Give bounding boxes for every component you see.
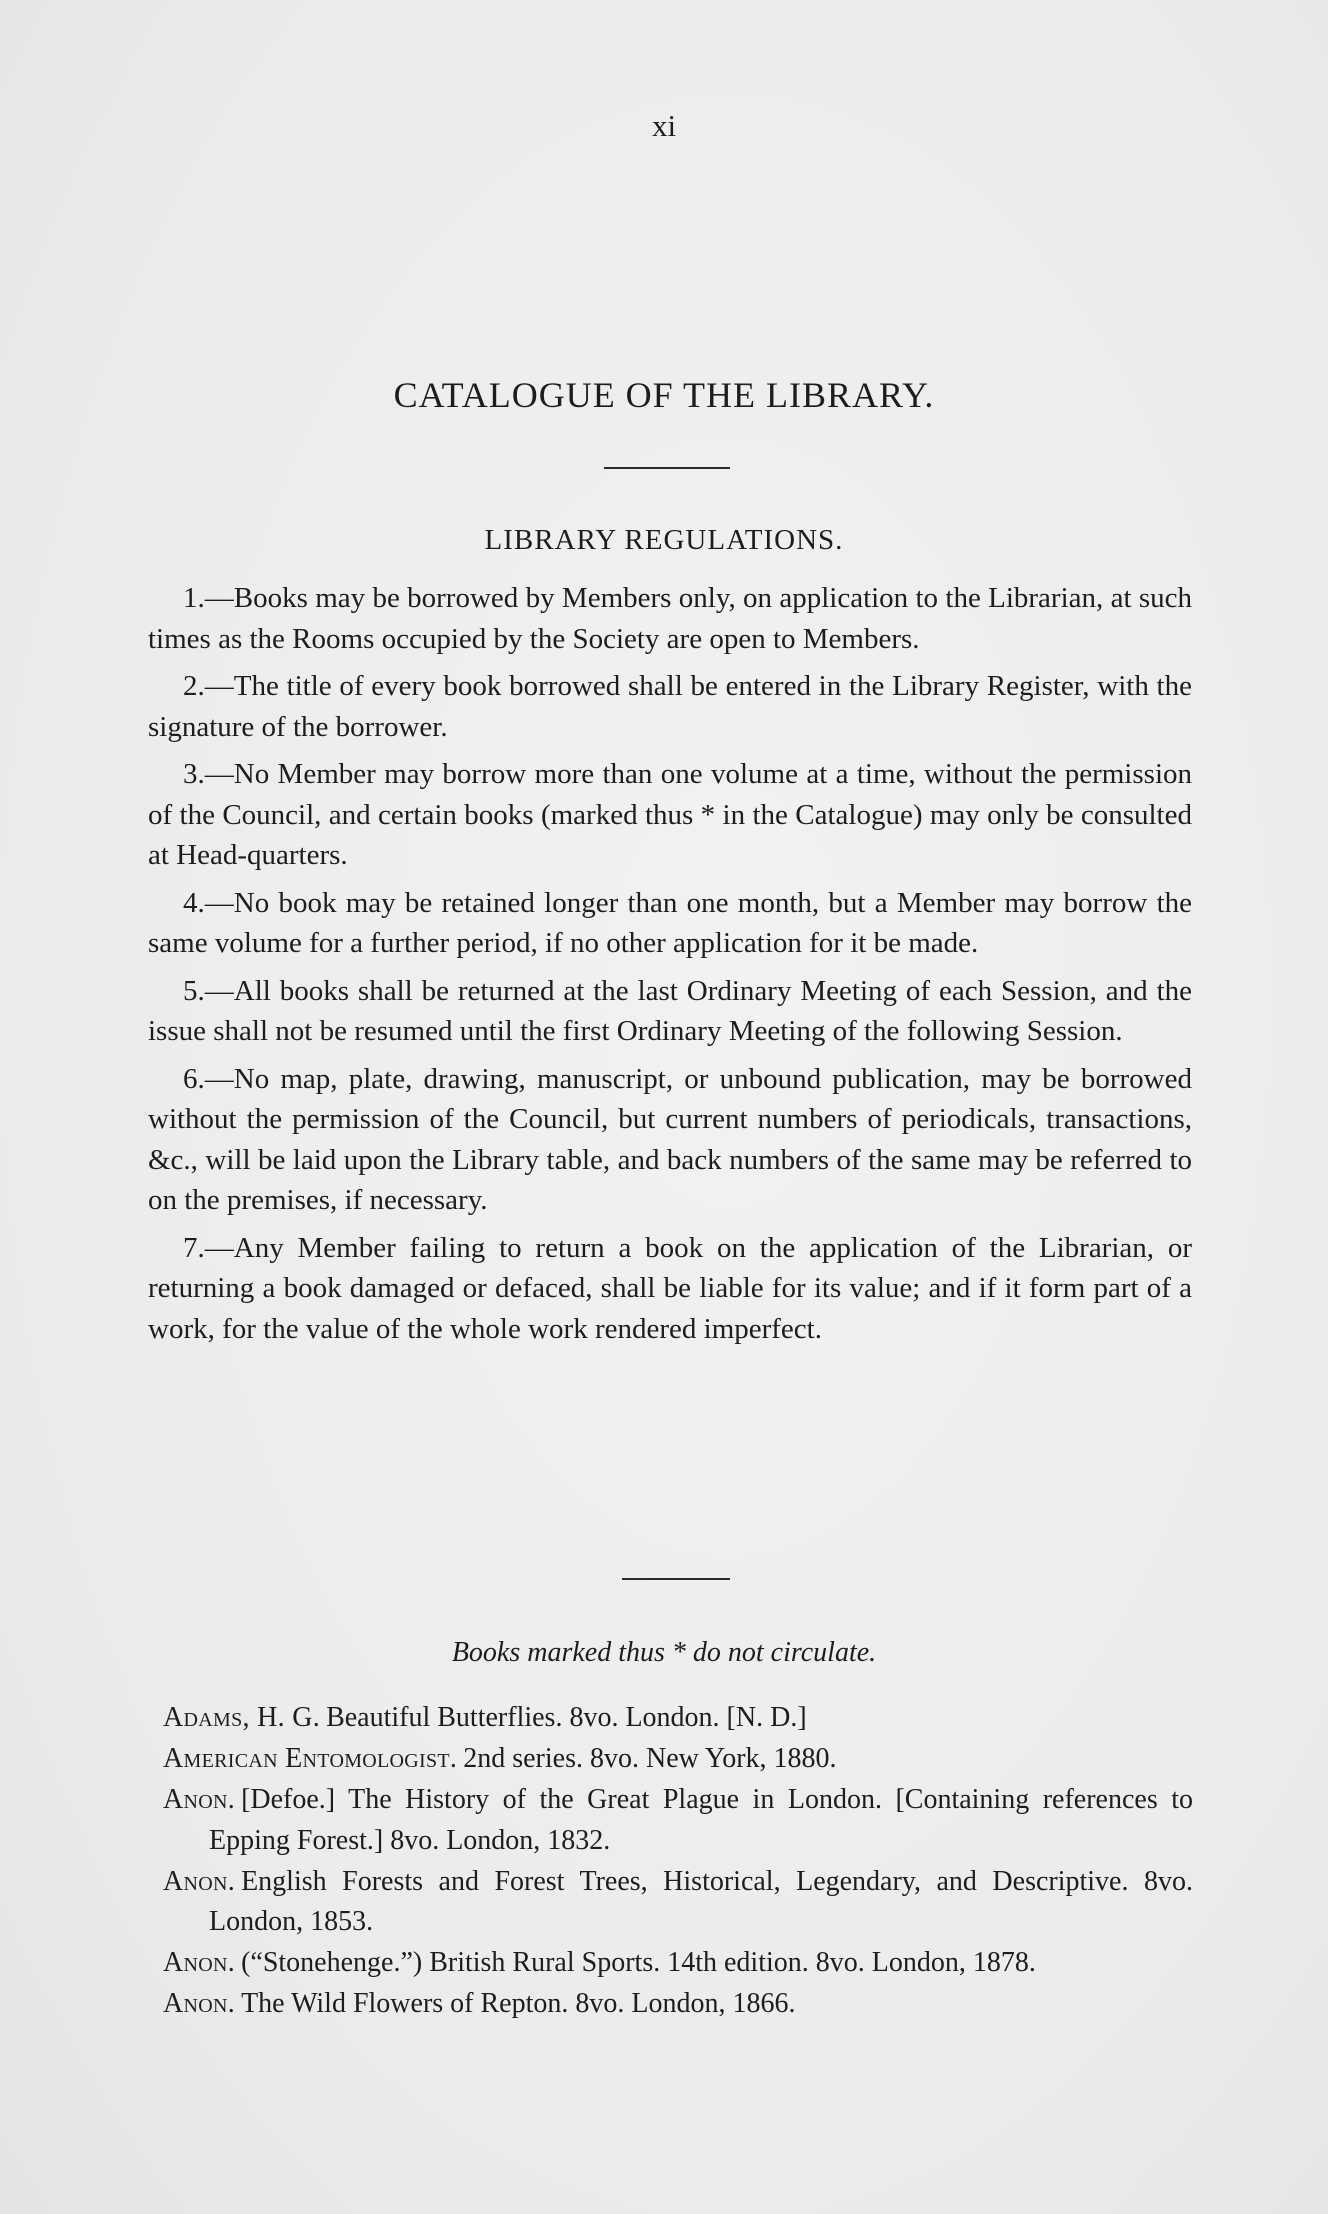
catalogue-entry <box>163 1739 1193 1780</box>
catalogue-entry <box>163 1698 1193 1739</box>
entry-author: Anon. <box>163 1865 236 1897</box>
section-heading: LIBRARY REGULATIONS. <box>484 524 844 556</box>
catalogue-entry <box>163 1862 1193 1943</box>
page-title: CATALOGUE OF THE LIBRARY. <box>393 375 935 415</box>
regulation-6: 6.—No map, plate, drawing, manuscript, or unbound publication, may be borrowed without the permission of the Council, but current numbers of periodicals, transactions, &c., will be laid upon the Library table, and back numbers of the same may be referred to on the premises, if necessary. <box>148 1062 1192 1216</box>
entry-text: The Wild Flowers of Repton. 8vo. London, 1866. <box>241 1988 796 2019</box>
title-divider <box>604 467 730 469</box>
regulation-4: 4.—No book may be retained longer than one month, but a Member may borrow the same volume for a further period, if no other application for it be made. <box>148 886 1192 959</box>
entry-author: Adams, H. G. <box>163 1702 321 1733</box>
entry-text: (“Stonehenge.”) British Rural Sports. 14th edition. 8vo. London, 1878. <box>241 1947 1036 1978</box>
catalogue-list <box>163 1698 1193 2025</box>
regulation-7: 7.—Any Member failing to return a book on the application of the Librarian, or returning a book damaged or defaced, shall be liable for its value; and if it form part of a work, for the value of the whole work rendered imperfect. <box>148 1231 1192 1345</box>
section-divider <box>622 1578 730 1580</box>
circulation-note: Books marked thus * do not circulate. <box>451 1637 877 1668</box>
regulation-2: 2.—The title of every book borrowed shall be entered in the Library Register, with the signature of the borrower. <box>148 670 1192 743</box>
entry-author: Anon. <box>163 1988 236 2019</box>
page-number: xi <box>651 108 677 143</box>
entry-author: Anon. <box>163 1784 236 1815</box>
catalogue-entry <box>163 1943 1193 1984</box>
regulation-3: 3.—No Member may borrow more than one volume at a time, without the permission of the Council, and certain books (marked thus * in the Catalogue) may only be consulted at Head-quarters. <box>148 758 1192 871</box>
entry-text: English Forests and Forest Trees, Historical, Legendary, and Descriptive. 8vo. London, 1853. <box>209 1865 1193 1937</box>
regulations-list <box>148 578 1192 1356</box>
entry-author: Anon. <box>163 1947 236 1978</box>
entry-text: Beautiful Butterflies. 8vo. London. [N. D.] <box>326 1702 807 1733</box>
regulation-5: 5.—All books shall be returned at the last Ordinary Meeting of each Session, and the issue shall not be resumed until the first Ordinary Meeting of the following Session. <box>148 974 1192 1047</box>
regulation-1: 1.—Books may be borrowed by Members only, on application to the Librarian, at such times as the Rooms occupied by the Society are open to Members. <box>148 582 1192 655</box>
entry-author: American Entomologist. <box>163 1743 458 1774</box>
entry-text: 2nd series. 8vo. New York, 1880. <box>463 1743 837 1774</box>
catalogue-entry <box>163 1780 1193 1861</box>
entry-text: [Defoe.] The History of the Great Plague in London. [Containing references to Epping Forest.] 8vo. London, 1832. <box>209 1784 1193 1856</box>
catalogue-entry <box>163 1984 1193 2025</box>
